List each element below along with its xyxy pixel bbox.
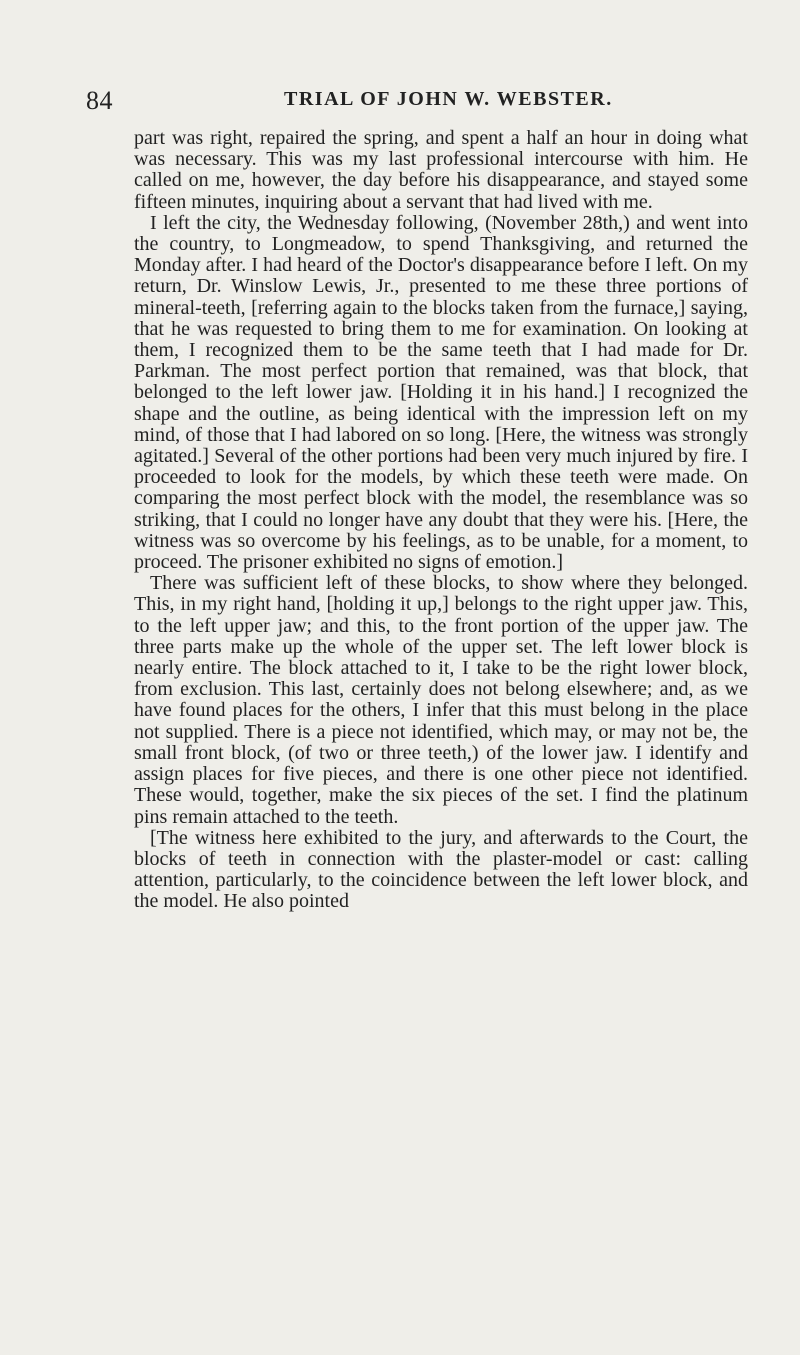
paragraph-jury-exhibit: [The witness here exhibited to the jury, and afterwards to the Court, the blocks of teeth in connection with the plaster-model or cast: calling attention, particularly, to the coincidence between the left lower block, and the model. He also pointed [134, 826, 748, 913]
paragraph-continuation: part was right, repaired the spring, and spent a half an hour in doing what was necessary. This was my last professional intercourse with him. He called on me, however, the day before his disappearance, and stayed some fifteen minutes, inquiring about a servant that had lived with me. [134, 127, 748, 213]
body-text [134, 128, 748, 913]
running-head: TRIAL OF JOHN W. WEBSTER. [284, 88, 613, 110]
paragraph-block-identification: There was sufficient left of these blocks, to show where they belonged. This, in my right hand, [holding it up,] belongs to the right upper jaw. This, to the left upper jaw; and this, to the front portion of the upper jaw. The three parts make up the whole of the upper set. The left lower block is nearly entire. The block attached to it, I take to be the right lower block, from exclusion. This last, certainly does not belong elsewhere; and, as we have found places for the others, I infer that this must belong in the place not supplied. There is a piece not identified, which may, or may not be, the small front block, (of two or three teeth,) of the lower jaw. I identify and assign places for five pieces, and there is one other piece not identified. These would, together, make the six pieces of the set. I find the platinum pins remain attached to the teeth. [134, 572, 748, 828]
paragraph-testimony-return: I left the city, the Wednesday following, (November 28th,) and went into the country, to Longmeadow, to spend Thanksgiving, and returned the Monday after. I had heard of the Doctor's disappearance before I left. On my return, Dr. Winslow Lewis, Jr., presented to me these three portions of mineral-teeth, [referring again to the blocks taken from the furnace,] saying, that he was requested to bring them to me for examination. On looking at them, I recognized them to be the same teeth that I had made for Dr. Parkman. The most perfect portion that remained, was that block, that belonged to the left lower jaw. [Holding it in his hand.] I recognized the shape and the outline, as being identical with the impression left on my mind, of those that I had labored on so long. [Here, the witness was strongly agitated.] Several of the other portions had been very much injured by fire. I proceeded to look for the models, by which these teeth were made. On comparing the most perfect block with the model, the resemblance was so striking, that I could no longer have any doubt that they were his. [Here, the witness was so overcome by his feelings, as to be unable, for a moment, to proceed. The prisoner exhibited no signs of emotion.] [134, 211, 748, 574]
page-header [86, 86, 748, 128]
page-number: 84 [86, 86, 113, 115]
